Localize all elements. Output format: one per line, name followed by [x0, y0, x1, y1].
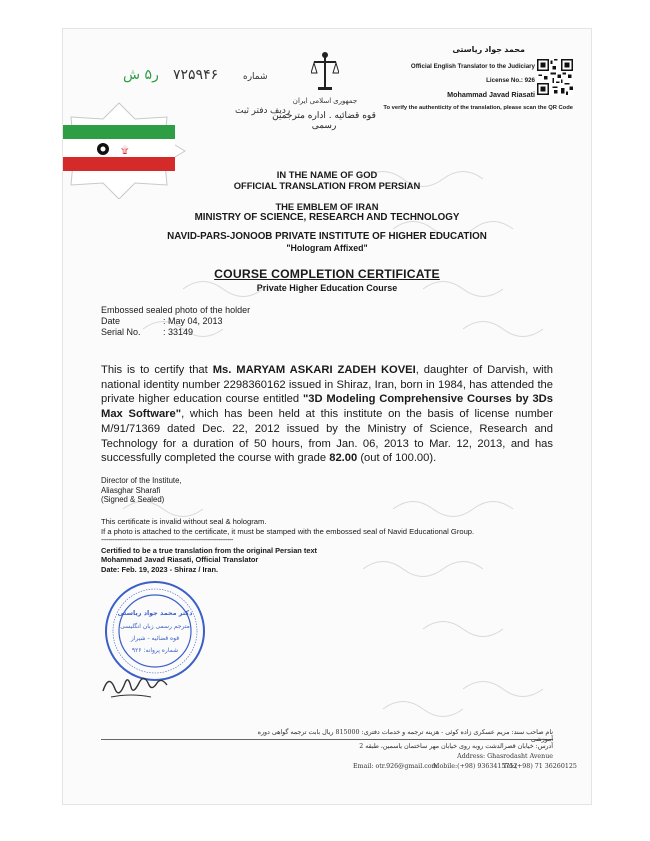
certification-line-1: Certified to be a true translation from the original Persian text — [101, 546, 318, 555]
holder-name: Ms. MARYAM ASKARI ZADEH KOVEI — [212, 364, 416, 376]
seal-line-3: قوه قضائیه - شیراز — [130, 635, 180, 642]
seal-line-1: دکتر محمد جواد ریاستی — [117, 609, 193, 617]
note-line-2: If a photo is attached to the certificate, it must be stamped with the embossed seal of Navid Educational Group. — [101, 526, 475, 536]
body-text-1: This is to certify that — [101, 364, 213, 376]
register-label-fa: ردیف دفتر ثبت — [235, 105, 291, 115]
translator-title: Official English Translator to the Judiciary — [410, 63, 535, 70]
body-text-2: , daughter of Darvish, with national identity number 2298360162 issued in Shiraz, Iran, born in 1984, has attended the private higher education course entitled — [101, 364, 554, 406]
title-line-ministry: MINISTRY OF SCIENCE, RESEARCH AND TECHNOLOGY — [194, 212, 460, 223]
certification-block — [101, 546, 317, 574]
certificate-body — [101, 363, 553, 466]
serial-value: : 33149 — [163, 327, 194, 337]
seal-line-4: شماره پروانه: ۹۲۶ — [131, 647, 179, 654]
title-line-institute: NAVID-PARS-JONOOB PRIVATE INSTITUTE OF HIGHER EDUCATION — [167, 231, 487, 242]
note-line-1: This certificate is invalid without seal & hologram. — [101, 517, 267, 526]
license-number: License No.: 926 — [486, 77, 535, 84]
translation-page — [62, 28, 592, 805]
footer-tel: Tel:(+98) 71 36260125 — [503, 763, 577, 770]
serial-label-fa: شماره — [243, 71, 268, 81]
seal-line-2: مترجم رسمی زبان انگلیسی — [120, 623, 190, 630]
body-text-4: (out of 100.00). — [357, 452, 437, 465]
translator-name-fa: محمد جواد ریاستی — [452, 45, 525, 54]
certification-line-3: Date: Feb. 19, 2023 - Shiraz / Iran. — [101, 564, 219, 574]
certificate-subtitle: Private Higher Education Course — [256, 283, 398, 293]
date-label: Date — [101, 316, 121, 326]
serial-label: Serial No. — [101, 327, 141, 337]
footer-fee-line: نام صاحب سند: مریم عسکری زاده کوئی - هزینه ترجمه و خدمات دفتری: 815000 ریال بابت ترجمه گواهی دوره آموزشی — [257, 729, 553, 743]
hologram-note: "Hologram Affixed" — [286, 243, 368, 253]
course-title: "3D Modeling Comprehensive Courses by 3Ds Max Software" — [101, 393, 553, 421]
director-line-title: Director of the Institute, — [101, 476, 182, 485]
footer-email: Email: otr.926@gmail.com — [353, 763, 438, 770]
grade-value: 82.00 — [329, 452, 358, 465]
date-value: : May 04, 2013 — [163, 316, 223, 326]
director-block — [101, 476, 182, 505]
emblem-caption: جمهوری اسلامی ایران — [292, 98, 358, 105]
certification-line-2: Mohammad Javad Riasati, Official Translator — [101, 555, 259, 565]
footer-address-fa: آدرس: خیابان قصرالدشت روبه روی خیابان مهر ساختمان یاسمین، طبقه 2 — [359, 743, 553, 750]
notes-block — [101, 517, 474, 536]
title-line-translation: OFFICIAL TRANSLATION FROM PERSIAN — [233, 180, 421, 191]
director-line-name: Aliasghar Sharafi — [101, 485, 161, 495]
verify-note: To verify the authenticity of the translation, please scan the QR Code — [383, 105, 573, 111]
qr-code-icon[interactable] — [537, 59, 573, 95]
handwritten-note: ر۵ ش — [123, 67, 159, 83]
translator-seal — [103, 579, 207, 683]
svg-text:۩: ۩ — [121, 145, 129, 156]
body-text-3: , which has been held at this institute on the basis of license number M/91/71369 dated Dec. 22, 2012 issued by the Ministry of Science, Research and Technology for a duration of 50 hours, from Jan. 06, 2013 to Mar. 12, 2013, and has successfully completed the course with grade — [101, 408, 553, 465]
translator-signature — [99, 669, 179, 703]
title-line-emblem: THE EMBLEM OF IRAN — [275, 201, 379, 212]
certificate-title: COURSE COMPLETION CERTIFICATE — [214, 267, 440, 281]
translator-name: Mohammad Javad Riasati — [447, 90, 535, 99]
director-line-signed: (Signed & Sealed) — [101, 495, 165, 505]
title-line-god: IN THE NAME OF GOD — [276, 169, 378, 180]
photo-note: Embossed sealed photo of the holder — [101, 305, 251, 315]
footer-address-en: Address: Ghasrodasht Avenue — [457, 753, 553, 760]
dash-separator: ------------------------------------------------------------------------ — [101, 537, 233, 544]
scales-of-justice-icon — [311, 51, 339, 95]
handwritten-serial: ۷۲۵۹۴۶ — [173, 67, 219, 83]
judiciary-script: قوه قضائیه . اداره مترجمین رسمی — [272, 111, 376, 131]
footer-mobile: Mobile:(+98) 9363415752 — [433, 763, 518, 770]
